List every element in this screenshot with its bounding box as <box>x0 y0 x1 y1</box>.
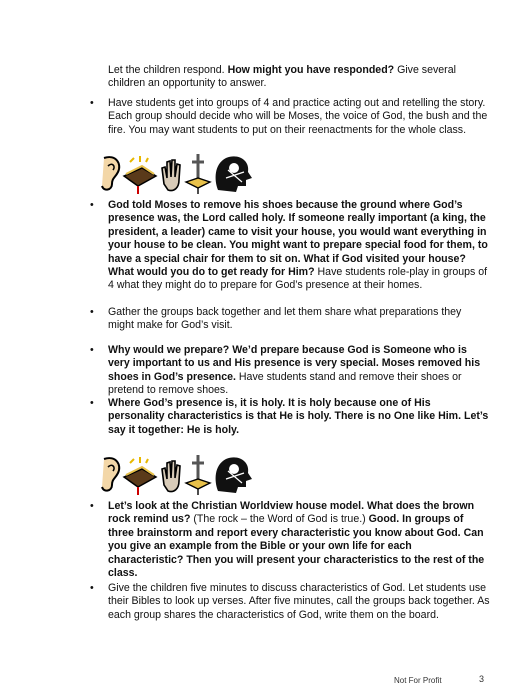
icon-strip-graphic <box>94 451 254 497</box>
ear-icon <box>102 458 119 491</box>
bullet: • <box>90 97 94 109</box>
hand-icon <box>162 461 180 492</box>
item-text <box>108 397 490 437</box>
bible-icon <box>124 457 156 495</box>
item-plain: (The rock – the Word of God is true.) <box>190 513 369 526</box>
intro-text-2: Give several children an opportunity to answer. <box>108 64 456 90</box>
bible-icon <box>124 156 156 194</box>
cross-bible-icon <box>186 154 210 194</box>
intro-paragraph <box>108 64 488 91</box>
list-item <box>90 199 490 293</box>
item-text: Have students get into groups of 4 and practice acting out and retelling the story. Each group should decide who will be Moses, the voice of God, the bush and the fire. You may want students to put on their reenactments for the whole class. <box>108 97 488 136</box>
bullet: • <box>90 397 94 409</box>
intro-text: Let the children respond. <box>108 64 228 76</box>
head-profile-icon <box>216 457 252 493</box>
bullet: • <box>90 199 94 211</box>
item-plain: Have students stand and remove their shoes or pretend to remove shoes. <box>108 370 462 397</box>
item-text <box>108 500 490 580</box>
item-text: Give the children five minutes to discuss characteristics of God. Let students use their Bibles to look up verses. After five minutes, call the groups back together. As each group shares the characteristics of God, write them on the board. <box>108 582 490 621</box>
list-item <box>90 582 490 622</box>
item-bold: Let’s look at the Christian Worldview house model. What does the brown rock remind us? <box>108 500 475 526</box>
footer-note: Not For Profit <box>394 676 442 685</box>
hand-icon <box>162 160 180 191</box>
head-profile-icon <box>216 156 252 192</box>
item-bold: Why would we prepare? We’d prepare because God is Someone who is very important to us and His presence is very special. Moses removed his shoes in God’s presence. <box>108 344 481 383</box>
item-text <box>108 199 490 293</box>
item-bold: God told Moses to remove his shoes because the ground where God’s presence was, the Lord called holy. If someone really important (a king, the president, a leader) came to visit your house, you would want everything in your house to be clean. You might want to prepare special food for them, to have a special chair for them to sit on. What if God visited your house? What would you do to get ready for Him? <box>108 199 488 279</box>
item-text: Gather the groups back together and let them share what preparations they might make for God’s visit. <box>108 306 462 332</box>
icon-strip-graphic <box>94 150 254 196</box>
item-bold: Where God’s presence is, it is holy. It is holy because one of His personality characteristics is that He is holy. There is no One like Him. Let’s say it together: He is holy. <box>108 397 489 436</box>
icon-strip <box>94 451 254 497</box>
ear-icon <box>102 157 119 190</box>
bullet: • <box>90 500 94 512</box>
list-item <box>90 500 490 580</box>
list-item <box>90 97 490 137</box>
item-text <box>108 344 490 398</box>
bullet: • <box>90 582 94 594</box>
list-item <box>90 344 490 398</box>
icon-strip <box>94 150 254 196</box>
bullet: • <box>90 306 94 318</box>
bullet: • <box>90 344 94 356</box>
item-plain: Have students role-play in groups of 4 what they might do to prepare for God’s presence at their homes. <box>108 266 488 292</box>
page-number: 3 <box>479 674 485 684</box>
list-item <box>90 306 490 333</box>
cross-bible-icon <box>186 455 210 495</box>
item-bold-2: Good. In groups of three brainstorm and report every characteristic you know about God. Can you give an example from the Bible or your own life for each characteristic? Then you will present your characteristics to the rest of the class. <box>108 513 485 580</box>
intro-bold: How might you have responded? <box>227 64 395 76</box>
list-item <box>90 397 490 437</box>
